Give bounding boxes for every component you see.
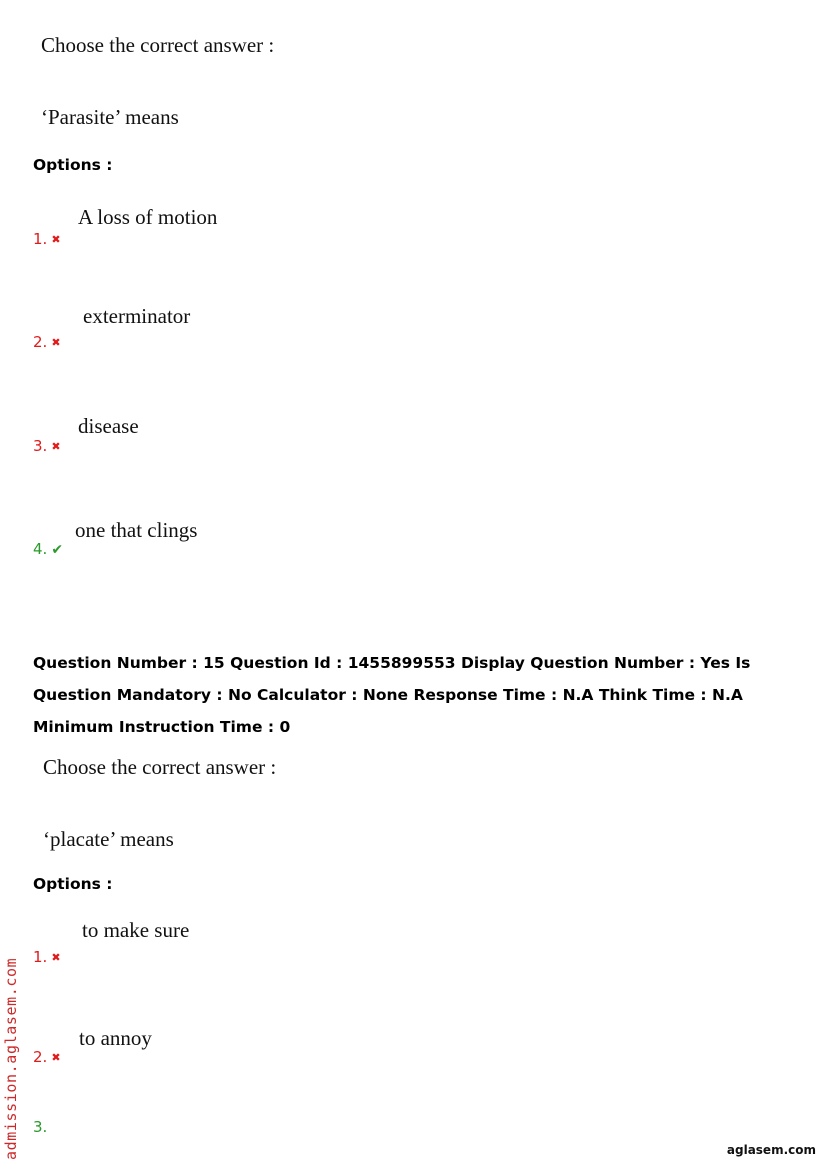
q2-option-3	[33, 1118, 47, 1136]
cross-icon: ✖	[51, 1051, 61, 1064]
cross-icon: ✖	[51, 233, 61, 246]
q2-instruction: Choose the correct answer :	[43, 755, 277, 779]
q1-option-1	[33, 230, 61, 248]
q2-option-2-number: 2.	[33, 1048, 48, 1066]
cross-icon: ✖	[51, 951, 61, 964]
q2-option-1	[33, 948, 61, 966]
footer-brand: aglasem.com	[726, 1143, 816, 1157]
q1-option-3-text: disease	[78, 414, 139, 438]
q2-meta: Question Number : 15 Question Id : 1455899553 Display Question Number : Yes Is Question Mandatory : No Calculator : None Response Time : N.A Think Time : N.A Minimum Instruction Time : 0	[33, 654, 751, 736]
q1-option-1-text: A loss of motion	[78, 205, 218, 229]
q1-option-4-number: 4.	[33, 540, 48, 558]
cross-icon: ✖	[51, 336, 61, 349]
q1-option-2-text: exterminator	[83, 304, 191, 328]
q1-instruction: Choose the correct answer :	[41, 33, 275, 57]
q1-option-3	[33, 437, 61, 455]
q1-stem: ‘Parasite’ means	[41, 105, 179, 129]
check-icon: ✔	[51, 542, 64, 558]
q1-option-2-number: 2.	[33, 333, 48, 351]
q1-option-3-number: 3.	[33, 437, 48, 455]
watermark: admission.aglasem.com	[2, 957, 20, 1160]
q1-option-4	[33, 540, 63, 558]
q1-option-2	[33, 333, 61, 351]
q2-option-2	[33, 1048, 61, 1066]
q2-stem: ‘placate’ means	[43, 827, 174, 851]
q1-options-label: Options :	[33, 156, 113, 174]
q1-option-4-text: one that clings	[75, 518, 198, 542]
q2-option-1-number: 1.	[33, 948, 48, 966]
q2-options-label: Options :	[33, 875, 113, 893]
q2-option-1-text: to make sure	[82, 918, 190, 942]
q2-option-2-text: to annoy	[79, 1026, 152, 1050]
q2-option-3-number: 3.	[33, 1118, 48, 1136]
q1-option-1-number: 1.	[33, 230, 48, 248]
cross-icon: ✖	[51, 440, 61, 453]
